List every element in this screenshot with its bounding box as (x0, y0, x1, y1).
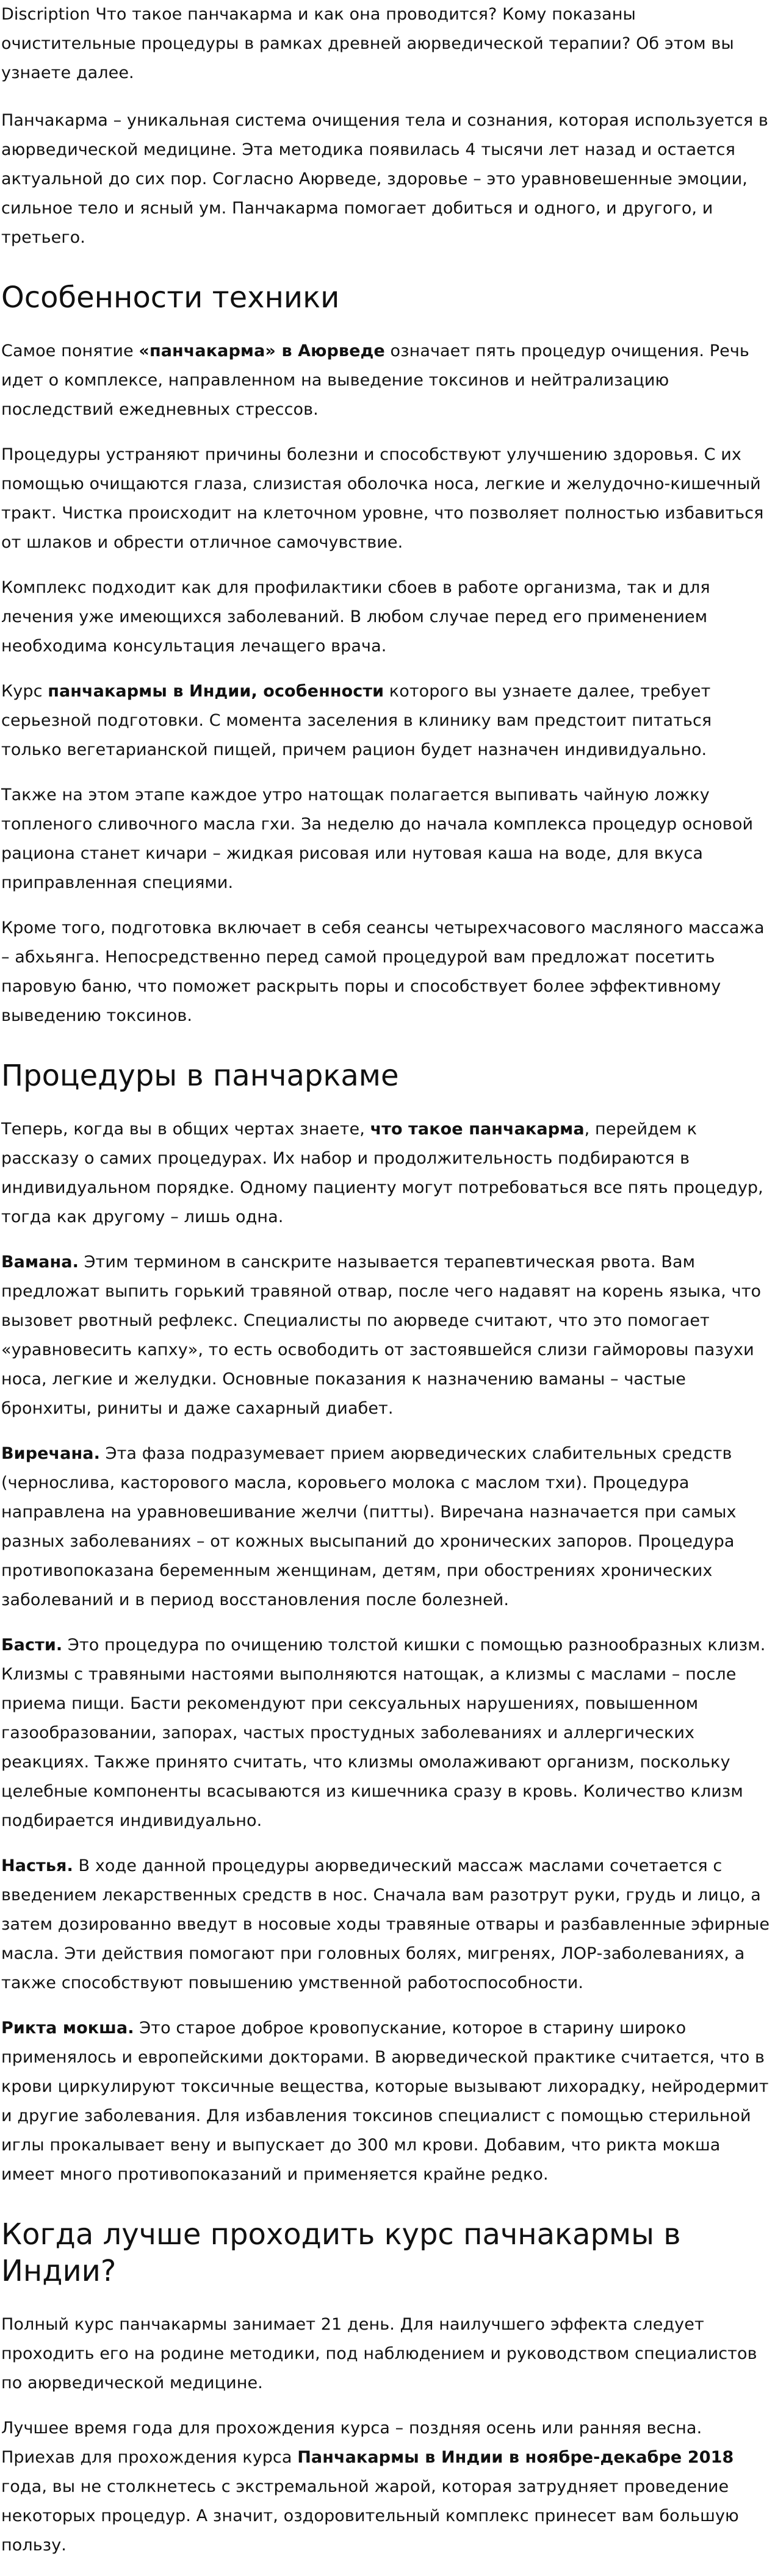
text-run: года, вы не столкнетесь с экстремальной жарой, которая затрудняет проведение некоторых процедур. А значит, оздоровительный комплекс принесет вам большую пользу. (1, 2477, 739, 2555)
technique-paragraph-1 (1, 337, 774, 424)
procedures-intro (1, 1115, 774, 1232)
procedure-description: Это старое доброе кровопускание, которое в старину широко применялось и европейскими докторами. В аюрведической практике считается, что в крови циркулируют токсичные вещества, которые вызывают лихорадку, нейродермит и другие заболевания. Для избавления токсинов специалист с помощью стерильной иглы прокалывает вену и выпускает до 300 мл крови. Добавим, что рикта мокша имеет много противопоказаний и применяется крайне редко. (1, 2019, 769, 2184)
text-run: , перейдем к рассказу о самих процедурах. Их набор и продолжительность подбираются в индивидуальном порядке. Одному пациенту могут потребоваться все пять процедур, тогда как другому – лишь одна. (1, 1120, 763, 1226)
technique-paragraph-3: Комплекс подходит как для профилактики сбоев в работе организма, так и для лечения уже имеющихся заболеваний. В любом случае перед его применением необходима консультация лечащего врача. (1, 578, 710, 656)
text-run: означает пять процедур очищения. Речь идет о комплексе, направленном на выведение токсинов и нейтрализацию последствий ежедневных стрессов. (1, 342, 749, 419)
technique-paragraph-2: Процедуры устраняют причины болезни и способствуют улучшению здоровья. С их помощью очищаются глаза, слизистая оболочка носа, легкие и желудочно-кишечный тракт. Чистка происходит на клеточном уровне, что позволяет полностью избавиться от шлаков и обрести отличное самочувствие. (1, 445, 764, 552)
procedure-name: Рикта мокша. (1, 2019, 134, 2038)
text-run: Курс (1, 682, 48, 701)
procedure-name: Басти. (1, 1636, 63, 1655)
procedure-vamana (1, 1248, 774, 1423)
procedure-name: Вамана. (1, 1253, 79, 1272)
procedure-description: В ходе данной процедуры аюрведический массаж маслами сочетается с введением лекарственных средств в нос. Сначала вам разотрут руки, грудь и лицо, а затем дозированно введут в носовые ходы травяные отвары и разбавленные эфирные масла. Эти действия помогают при головных болях, мигренях, ЛОР-заболеваниях, а также способствуют повышению умственной работоспособности. (1, 1856, 770, 1992)
section-heading-when: Когда лучше проходить курс пачнакармы в Индии? (1, 2217, 681, 2288)
procedure-nasya (1, 1852, 774, 1998)
procedure-description: Эта фаза подразумевает прием аюрведических слабительных средств (чернослива, касторового масла, коровьего молока с маслом тхи). Процедура направлена на уравновешивание желчи (питты). Виречана назначается при самых разных заболеваниях – от кожных высыпаний до хронических запоров. Процедура противопоказана беременным женщинам, детям, при обострениях хронических заболеваний и в период восстановления после болезней. (1, 1444, 737, 1609)
technique-paragraph-5: Также на этом этапе каждое утро натощак полагается выпивать чайную ложку топленого сливочного масла гхи. За неделю до начала комплекса процедур основой рациона станет кичари – жидкая рисовая или нутовая каша на воде, для вкуса приправленная специями. (1, 785, 754, 892)
text-run: Теперь, когда вы в общих чертах знаете, (1, 1120, 370, 1139)
text-run: Самое понятие (1, 342, 139, 360)
when-paragraph-1: Полный курс панчакармы занимает 21 день. Для наилучшего эффекта следует проходить его на родине методики, под наблюдением и руководством специалистов по аюрведической медицине. (1, 2315, 757, 2392)
text-run: Лучшее время года для прохождения курса – поздняя осень или ранняя весна. Приехав для прохождения курса (1, 2419, 702, 2467)
procedure-description: Это процедура по очищению толстой кишки с помощью разнообразных клизм. Клизмы с травяными настоями выполняются натощак, а клизмы с маслами – после приема пищи. Басти рекомендуют при сексуальных нарушениях, повышенном газообразовании, запорах, частых простудных заболеваниях и аллергических реакциях. Также принято считать, что клизмы омолаживают организм, поскольку целебные компоненты всасываются из кишечника сразу в кровь. Количество клизм подбирается индивидуально. (1, 1636, 766, 1830)
text-run: которого вы узнаете далее, требует серьезной подготовки. С момента заселения в клинику вам предстоит питаться только вегетарианской пищей, причем рацион будет назначен индивидуально. (1, 682, 712, 759)
section-heading-technique: Особенности техники (1, 281, 340, 315)
section-heading-procedures: Процедуры в панчаркаме (1, 1059, 399, 1093)
technique-paragraph-4 (1, 677, 774, 765)
bold-term: что такое панчакарма (370, 1120, 585, 1139)
technique-paragraph-6: Кроме того, подготовка включает в себя сеансы четырехчасового масляного массажа – абхьянга. Непосредственно перед самой процедурой вам предложат посетить паровую баню, что поможет раскрыть поры и способствует более эффективному выведению токсинов. (1, 918, 765, 1025)
when-paragraph-2 (1, 2414, 774, 2560)
procedure-virechana (1, 1439, 774, 1615)
procedure-name: Виречана. (1, 1444, 100, 1463)
procedure-name: Настья. (1, 1856, 73, 1875)
procedure-basti (1, 1631, 774, 1836)
procedure-description: Этим термином в санскрите называется терапевтическая рвота. Вам предложат выпить горький травяной отвар, после чего надавят на корень языка, что вызовет рвотный рефлекс. Специалисты по аюрведе считают, что это помогает «уравновесить капху», то есть освободить от застоявшейся слизи гайморовы пазухи носа, легкие и желудки. Основные показания к назначению ваманы – частые бронхиты, риниты и даже сахарный диабет. (1, 1253, 762, 1418)
intro-description: Discription Что такое панчакарма и как она проводится? Кому показаны очистительные процедуры в рамках древней аюрведической терапии? Об этом вы узнаете далее. (1, 5, 734, 82)
bold-term: Панчакармы в Индии в ноябре-декабре 2018 (297, 2448, 734, 2467)
intro-paragraph: Панчакарма – уникальная система очищения тела и сознания, которая используется в аюрведической медицине. Эта методика появилась 4 тысячи лет назад и остается актуальной до сих пор. Согласно Аюрведе, здоровье – это уравновешенные эмоции, сильное тело и ясный ум. Панчакарма помогает добиться и одного, и другого, и третьего. (1, 111, 768, 247)
procedure-rikta-moksha (1, 2014, 774, 2189)
bold-term: панчакармы в Индии, особенности (48, 682, 384, 701)
bold-term: «панчакарма» в Аюрведе (139, 342, 385, 360)
